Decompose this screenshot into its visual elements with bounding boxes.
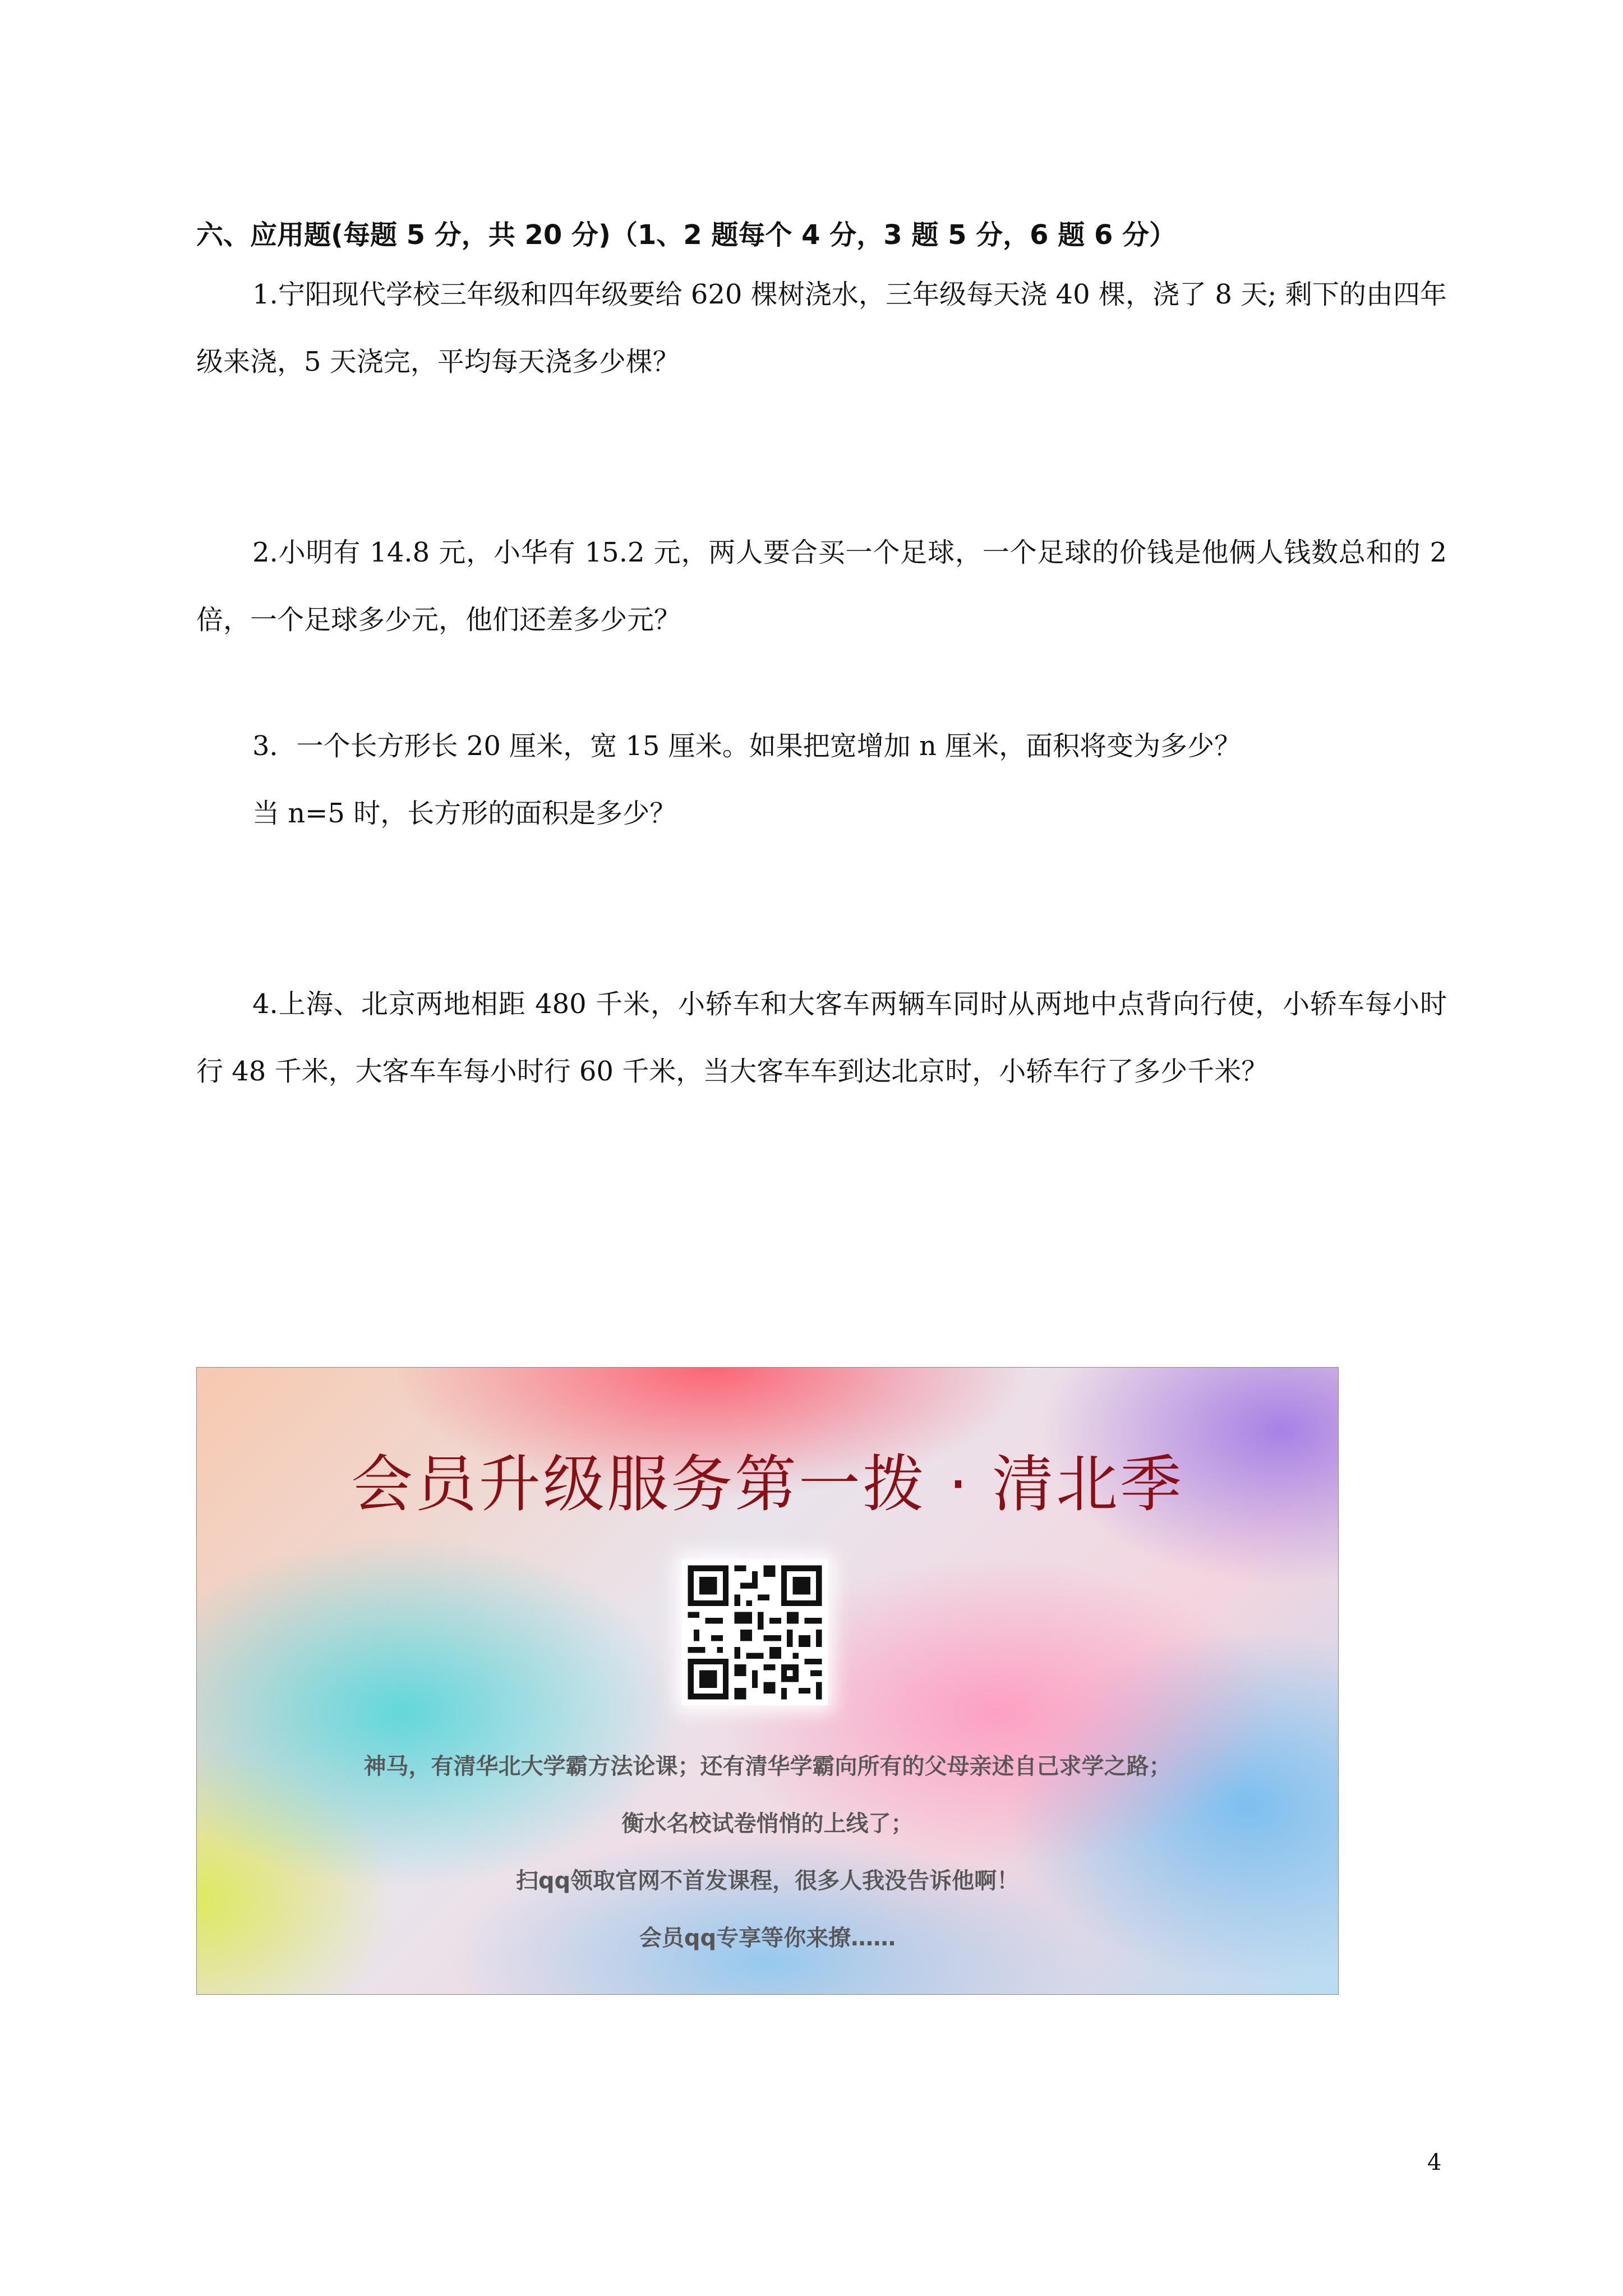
- question-3-line-1: 3．一个长方形长 20 厘米，宽 15 厘米。如果把宽增加 n 厘米，面积将变为多少？: [252, 730, 1242, 762]
- banner-title: 会员升级服务第一拨 · 清北季: [351, 1448, 1184, 1520]
- banner-line-4: 会员qq专享等你来撩……: [639, 1925, 896, 1951]
- banner-line-1: 神马，有清华北大学霸方法论课；还有清华学霸向所有的父母亲述自己求学之路；: [363, 1754, 1172, 1779]
- banner-text: [197, 1738, 1338, 1967]
- banner-line-3: 扫qq领取官网不首发课程，很多人我没告诉他啊！: [515, 1868, 1020, 1894]
- page-number: 4: [1427, 2150, 1442, 2175]
- question-2: 2.小明有 14.8 元，小华有 15.2 元，两人要合买一个足球，一个足球的价钱是他俩人钱数总和的 2 倍，一个足球多少元，他们还差多少元？: [196, 537, 1447, 636]
- question-3: [196, 712, 1447, 847]
- section-title: 六、应用题(每题 5 分，共 20 分)（1、2 题每个 4 分，3 题 5 分，6 题 6 分）: [196, 219, 1177, 251]
- question-4: 4.上海、北京两地相距 480 千米，小轿车和大客车两辆车同时从两地中点背向行使，小轿车每小时行 48 千米，大客车车每小时行 60 千米，当大客车车到达北京时，小轿车行了多少千米？: [196, 988, 1447, 1087]
- question-1: 1.宁阳现代学校三年级和四年级要给 620 棵树浇水，三年级每天浇 40 棵，浇了 8 天; 剩下的由四年级来浇，5 天浇完，平均每天浇多少棵？: [196, 279, 1447, 378]
- qr-code-icon: [682, 1559, 828, 1705]
- promo-banner: [196, 1367, 1339, 1995]
- banner-line-2: 衡水名校试卷悄悄的上线了；: [621, 1811, 914, 1837]
- question-3-line-2: 当 n=5 时，长方形的面积是多少？: [252, 798, 677, 829]
